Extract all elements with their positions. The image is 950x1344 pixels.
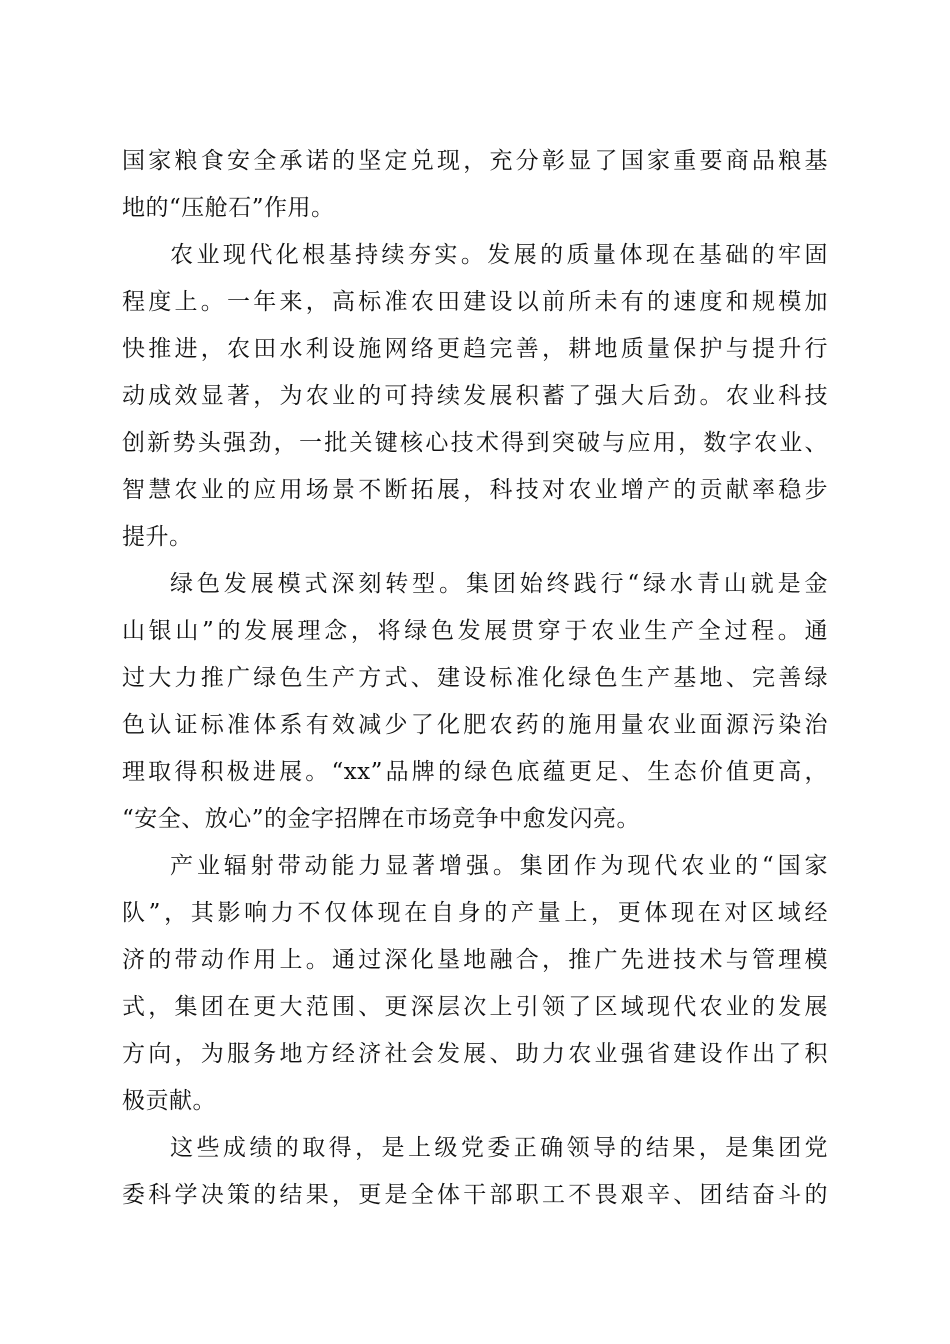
- text-line: 快推进，农田水利设施网络更趋完善，耕地质量保护与提升行: [122, 336, 828, 362]
- paragraph-first-line: 绿色发展模式深刻转型。集团始终践行“绿水青山就是金: [170, 571, 828, 597]
- text-line: 队”，其影响力不仅体现在自身的产量上，更体现在对区域经: [122, 900, 828, 926]
- text-line: 方向，为服务地方经济社会发展、助力农业强省建设作出了积: [122, 1041, 828, 1067]
- text-line: 山银山”的发展理念，将绿色发展贯穿于农业生产全过程。通: [122, 618, 828, 644]
- text-line: 动成效显著，为农业的可持续发展积蓄了强大后劲。农业科技: [122, 383, 828, 409]
- text-line: 色认证标准体系有效减少了化肥农药的施用量农业面源污染治: [122, 712, 828, 738]
- text-line: 济的带动作用上。通过深化垦地融合，推广先进技术与管理模: [122, 947, 828, 973]
- text-line: 程度上。一年来，高标准农田建设以前所未有的速度和规模加: [122, 289, 828, 315]
- text-line: 过大力推广绿色生产方式、建设标准化绿色生产基地、完善绿: [122, 665, 828, 691]
- paragraph-first-line: 产业辐射带动能力显著增强。集团作为现代农业的“国家: [170, 853, 828, 879]
- text-line: 国家粮食安全承诺的坚定兑现，充分彰显了国家重要商品粮基: [122, 148, 828, 174]
- text-line: “安全、放心”的金字招牌在市场竞争中愈发闪亮。: [122, 806, 641, 832]
- text-line: 委科学决策的结果，更是全体干部职工不畏艰辛、团结奋斗的: [122, 1182, 828, 1208]
- paragraph-first-line: 这些成绩的取得，是上级党委正确领导的结果，是集团党: [170, 1135, 828, 1161]
- text-line: 地的“压舱石”作用。: [122, 195, 335, 221]
- paragraph-first-line: 农业现代化根基持续夯实。发展的质量体现在基础的牢固: [170, 242, 828, 268]
- text-line: 理取得积极进展。“xx”品牌的绿色底蕴更足、生态价值更高，: [122, 759, 828, 785]
- text-line: 式，集团在更大范围、更深层次上引领了区域现代农业的发展: [122, 994, 828, 1020]
- text-line: 极贡献。: [122, 1088, 216, 1114]
- text-line: 创新势头强劲，一批关键核心技术得到突破与应用，数字农业、: [122, 430, 828, 456]
- text-line: 提升。: [122, 524, 193, 550]
- body-text: [122, 138, 828, 1219]
- text-line: 智慧农业的应用场景不断拓展，科技对农业增产的贡献率稳步: [122, 477, 828, 503]
